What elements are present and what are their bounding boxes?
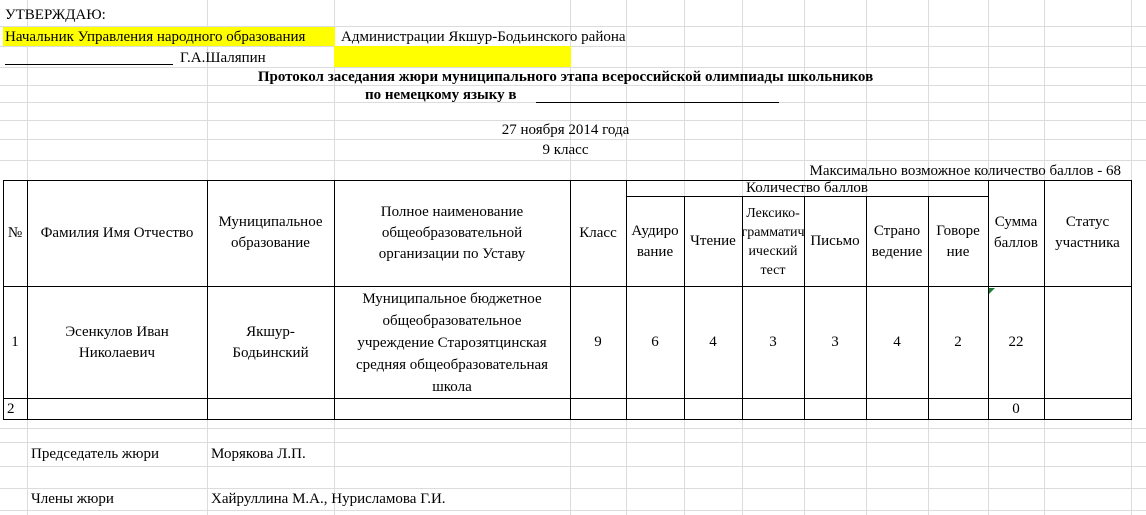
row1-audio: 6 xyxy=(651,334,659,350)
max-score: Максимально возможное количество баллов - 68 xyxy=(809,163,1121,179)
jury-chair-label: Председатель жюри xyxy=(31,446,160,462)
header-sum: Сумма баллов xyxy=(994,214,1038,251)
formula-marker-icon xyxy=(989,288,995,294)
signature-line xyxy=(5,64,173,65)
approve-title: УТВЕРЖДАЮ: xyxy=(5,7,106,23)
header-writing: Письмо xyxy=(810,233,860,249)
row1-num: 1 xyxy=(11,334,19,350)
row1-country: 4 xyxy=(893,334,901,350)
row2-num: 2 xyxy=(7,400,15,417)
header-points-group: Количество баллов xyxy=(745,180,869,196)
header-reading: Чтение xyxy=(690,233,736,249)
header-lexgram: Лексико- грамматич ический тест xyxy=(741,205,805,278)
header-organization: Полное наименование общеобразовательной организации по Уставу xyxy=(378,203,526,262)
highlight-cell xyxy=(334,46,571,67)
subject-blank-line xyxy=(536,102,779,103)
header-municipality: Муниципальное образование xyxy=(218,214,323,251)
header-num: № xyxy=(7,224,23,241)
row1-reading: 4 xyxy=(709,334,717,350)
row1-lexgram: 3 xyxy=(769,334,777,350)
header-status: Статус участника xyxy=(1055,214,1120,251)
protocol-date: 27 ноября 2014 года xyxy=(501,122,630,138)
signature-name: Г.А.Шаляпин xyxy=(180,50,266,66)
header-audio: Аудиро вание xyxy=(631,222,679,260)
approve-position-rest: Администрации Якшур-Бодьинского района xyxy=(341,29,626,45)
row1-organization: Муниципальное бюджетное общеобразовательное учреждение Старозятцинская средняя общеобразовательная школа xyxy=(355,290,549,395)
row1-fio: Эсенкулов Иван Николаевич xyxy=(65,323,169,361)
protocol-subject: по немецкому языку в xyxy=(365,87,517,103)
row2-sum: 0 xyxy=(1012,400,1020,417)
approve-position: Начальник Управления народного образования xyxy=(5,29,306,45)
row1-sum: 22 xyxy=(1008,334,1024,350)
row1-writing: 3 xyxy=(831,334,839,350)
row1-municipality: Якшур- Бодьинский xyxy=(232,323,309,361)
header-class: Класс xyxy=(579,224,617,241)
row1-class: 9 xyxy=(594,334,602,350)
jury-members-names: Хайруллина М.А., Нурисламова Г.И. xyxy=(211,491,446,507)
header-country: Страно ведение xyxy=(871,222,923,260)
header-speaking: Говоре ние xyxy=(936,222,980,260)
protocol-title: Протокол заседания жюри муниципального этапа всероссийской олимпиады школьников xyxy=(257,69,874,85)
row1-speaking: 2 xyxy=(954,334,962,350)
protocol-grade: 9 класс xyxy=(542,142,589,158)
jury-members-label: Члены жюри xyxy=(31,491,114,507)
header-fio: Фамилия Имя Отчество xyxy=(40,224,194,241)
row1-status xyxy=(1044,287,1131,398)
jury-chair-name: Морякова Л.П. xyxy=(211,446,306,462)
